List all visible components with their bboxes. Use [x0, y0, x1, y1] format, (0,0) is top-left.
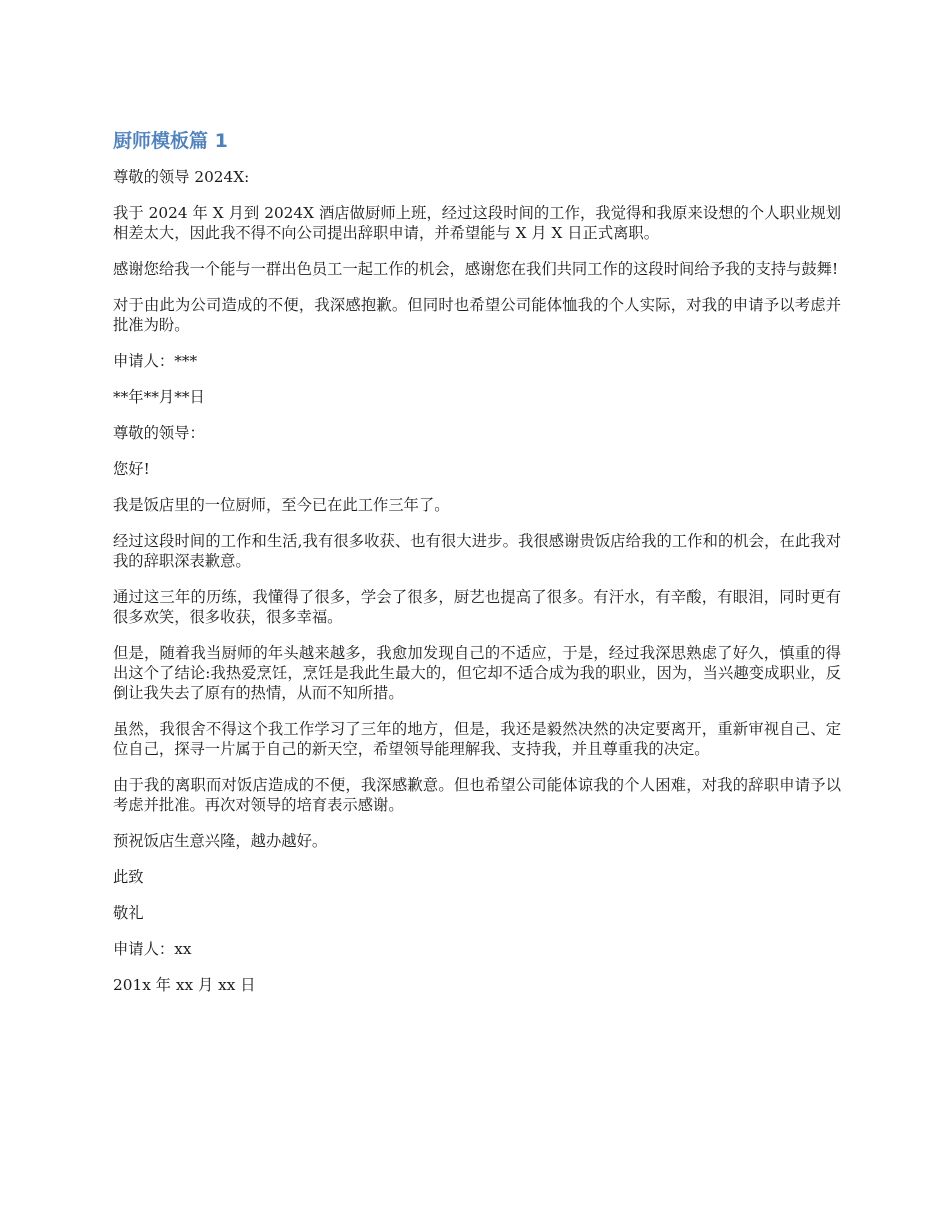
applicant-line: 申请人：xx — [113, 940, 192, 958]
body-paragraph: 感谢您给我一个能与一群出色员工一起工作的机会，感谢您在我们共同工作的这段时间给予我的支持与鼓舞! — [113, 260, 839, 278]
date-line: **年**月**日 — [113, 388, 205, 406]
date-line: 201x 年 xx 月 xx 日 — [113, 976, 256, 994]
closing-regards: 敬礼 — [113, 904, 144, 922]
document-title: 厨师模板篇 1 — [113, 130, 228, 152]
applicant-line: 申请人：*** — [113, 352, 198, 370]
body-paragraph: 虽然，我很舍不得这个我工作学习了三年的地方，但是，我还是毅然决然的决定要离开，重新审视自己、定位自己，探寻一片属于自己的新天空，希望领导能理解我、支持我，并且尊重我的决定。 — [113, 720, 841, 758]
salutation: 尊敬的领导： — [113, 424, 205, 442]
body-paragraph: 但是，随着我当厨师的年头越来越多，我愈加发现自己的不适应，于是，经过我深思熟虑了好久，慎重的得出这个了结论:我热爱烹饪，烹饪是我此生最大的，但它却不适合成为我的职业，因为，当兴趣变成职业，反倒让我失去了原有的热情，从而不知所措。 — [113, 644, 841, 702]
closing-wish: 预祝饭店生意兴隆，越办越好。 — [113, 832, 328, 850]
body-paragraph: 我于 2024 年 X 月到 2024X 酒店做厨师上班，经过这段时间的工作，我觉得和我原来设想的个人职业规划相差太大，因此我不得不向公司提出辞职申请，并希望能与 X 月 X 日正式离职。 — [113, 204, 841, 242]
body-paragraph: 对于由此为公司造成的不便，我深感抱歉。但同时也希望公司能体恤我的个人实际，对我的申请予以考虑并批准为盼。 — [113, 296, 841, 334]
document-page — [113, 126, 841, 1011]
body-paragraph: 经过这段时间的工作和生活,我有很多收获、也有很大进步。我很感谢贵饭店给我的工作和的机会，在此我对我的辞职深表歉意。 — [113, 532, 841, 570]
body-paragraph: 通过这三年的历练，我懂得了很多，学会了很多，厨艺也提高了很多。有汗水，有辛酸，有眼泪，同时更有很多欢笑，很多收获，很多幸福。 — [113, 588, 841, 626]
body-paragraph: 由于我的离职而对饭店造成的不便，我深感歉意。但也希望公司能体谅我的个人困难，对我的辞职申请予以考虑并批准。再次对领导的培育表示感谢。 — [113, 776, 841, 814]
greeting: 您好! — [113, 460, 150, 478]
closing-line: 此致 — [113, 868, 144, 886]
salutation: 尊敬的领导 2024X: — [113, 168, 250, 186]
body-paragraph: 我是饭店里的一位厨师，至今已在此工作三年了。 — [113, 496, 450, 514]
